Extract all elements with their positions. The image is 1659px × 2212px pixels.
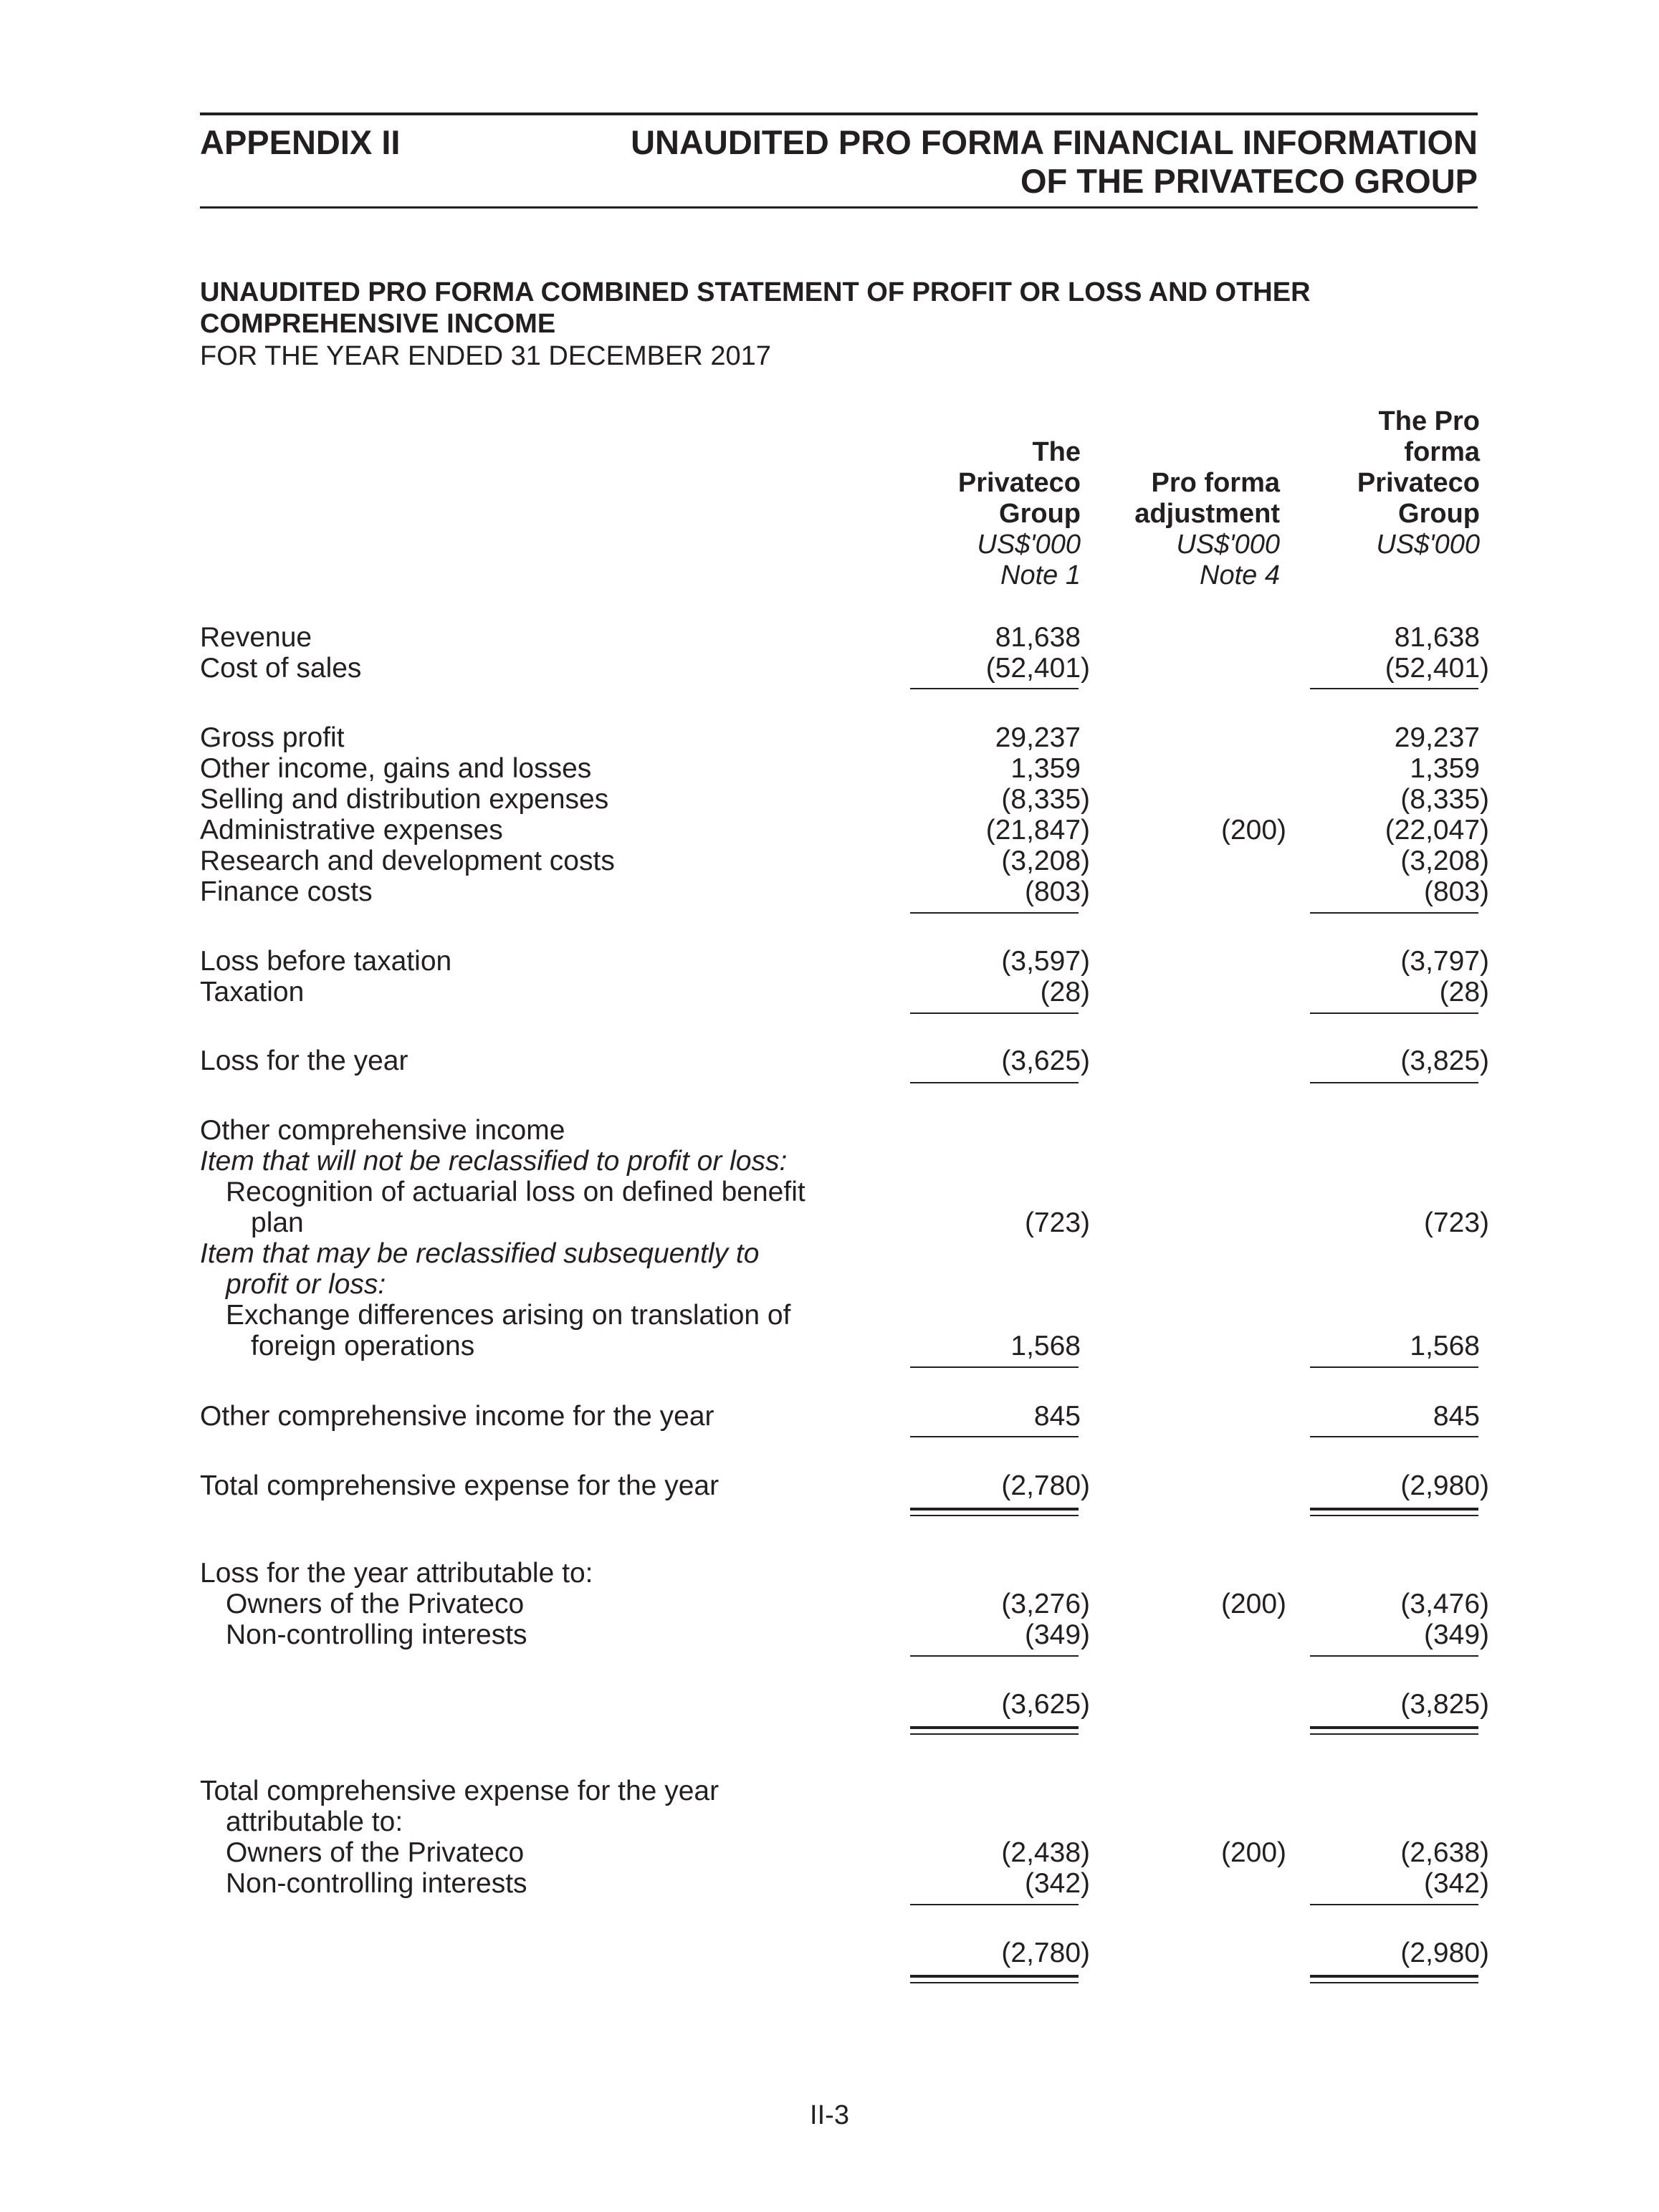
col3-line3: Privateco [1357, 468, 1480, 498]
col1-line3: Group [999, 499, 1081, 529]
value-group: (3,208) [1001, 846, 1090, 876]
value-pro-forma: (342) [1423, 1868, 1489, 1899]
value-group: (3,625) [1001, 1689, 1090, 1720]
col1-line2: Privateco [957, 468, 1081, 498]
subtotal-line-group [910, 1082, 1079, 1083]
value-pro-forma: (723) [1423, 1207, 1489, 1238]
subtotal-line-pro-forma [1310, 1366, 1478, 1368]
row-taxation [0, 977, 1659, 1007]
subtotal-line-group [910, 1655, 1079, 1657]
row-may-reclassified-line1 [0, 1238, 1659, 1269]
col1-note: Note 1 [1000, 560, 1081, 590]
double-underline-pro-forma [1310, 1508, 1478, 1510]
col2-line1: Pro forma [1151, 468, 1280, 498]
row-label: Taxation [200, 977, 305, 1007]
column-header-pro-forma-privateco-group [1357, 406, 1480, 560]
double-underline-group [910, 1515, 1079, 1516]
row-cost-of-sales [0, 653, 1659, 684]
col3-line4: Group [1398, 499, 1480, 529]
subtotal-line-pro-forma [1310, 1012, 1478, 1014]
statement-period: FOR THE YEAR ENDED 31 DECEMBER 2017 [200, 341, 771, 371]
row-tce-owners [0, 1837, 1659, 1868]
row-label: Revenue [200, 622, 312, 653]
value-group: (723) [1024, 1207, 1090, 1238]
row-label: Recognition of actuarial loss on defined benefit [226, 1177, 805, 1207]
col2-note: Note 4 [1200, 560, 1280, 590]
value-group: (3,625) [1001, 1045, 1090, 1076]
row-label: Other comprehensive income for the year [200, 1401, 714, 1432]
row-gross-profit [0, 722, 1659, 753]
value-group: (8,335) [1001, 784, 1090, 815]
subtotal-line-pro-forma [1310, 912, 1478, 914]
value-group: 845 [1033, 1401, 1081, 1432]
row-exchange-differences-line1 [0, 1300, 1659, 1331]
value-group: (2,780) [1001, 1938, 1090, 1968]
subtotal-line-group [910, 1436, 1079, 1437]
subtotal-line-pro-forma [1310, 1436, 1478, 1437]
row-exchange-differences [0, 1331, 1659, 1361]
row-label: Selling and distribution expenses [200, 784, 609, 815]
row-label: Loss for the year attributable to: [200, 1558, 593, 1589]
subtotal-line-group [910, 688, 1079, 689]
header-title-line1: UNAUDITED PRO FORMA FINANCIAL INFORMATION [631, 123, 1478, 161]
col1-unit: US$'000 [977, 530, 1081, 560]
value-pro-forma: 1,359 [1410, 753, 1480, 784]
row-label: Owners of the Privateco [226, 1589, 525, 1619]
value-group: (52,401) [985, 653, 1090, 684]
row-label: Non-controlling interests [226, 1619, 527, 1650]
value-group: 81,638 [995, 622, 1081, 653]
value-group: (349) [1024, 1619, 1090, 1650]
row-label: Other comprehensive income [200, 1115, 565, 1146]
value-group: (803) [1024, 876, 1090, 907]
row-label: plan [251, 1207, 304, 1238]
value-group: 1,359 [1010, 753, 1081, 784]
row-label: Research and development costs [200, 846, 615, 876]
col2-unit: US$'000 [1176, 530, 1280, 560]
row-total-comprehensive-expense [0, 1470, 1659, 1501]
col2-line2: adjustment [1134, 499, 1280, 529]
value-pro-forma: (22,047) [1385, 815, 1489, 846]
row-loss-for-the-year [0, 1045, 1659, 1076]
row-other-income [0, 753, 1659, 784]
value-group: (21,847) [985, 815, 1090, 846]
row-label: Non-controlling interests [226, 1868, 527, 1899]
value-adjustment: (200) [1220, 815, 1286, 846]
value-group: (3,276) [1001, 1589, 1090, 1619]
value-group: (28) [1040, 977, 1090, 1007]
row-label: Administrative expenses [200, 815, 503, 846]
value-pro-forma: (28) [1439, 977, 1489, 1007]
row-label: foreign operations [251, 1331, 475, 1361]
row-label: Loss before taxation [200, 946, 452, 977]
row-oci-for-the-year [0, 1401, 1659, 1432]
row-label: Finance costs [200, 876, 373, 907]
row-finance-costs [0, 876, 1659, 907]
value-pro-forma: 845 [1433, 1401, 1480, 1432]
row-may-reclassified-line2 [0, 1269, 1659, 1300]
double-underline-pro-forma [1310, 1726, 1478, 1729]
row-label: attributable to: [226, 1806, 403, 1837]
double-underline-pro-forma [1310, 1975, 1478, 1978]
row-label: Total comprehensive expense for the year [200, 1470, 719, 1501]
subtotal-line-group [910, 912, 1079, 914]
row-revenue [0, 622, 1659, 653]
row-tce-attributable-total [0, 1938, 1659, 1968]
page-number: II-3 [810, 2100, 849, 2130]
header-title-line2: OF THE PRIVATECO GROUP [1020, 162, 1478, 200]
value-pro-forma: 29,237 [1394, 722, 1480, 753]
row-loss-attributable-heading [0, 1558, 1659, 1589]
column-header-pro-forma-adjustment [1134, 468, 1280, 591]
double-underline-group [910, 1982, 1079, 1983]
double-underline-group [910, 1733, 1079, 1735]
value-group: (2,780) [1001, 1470, 1090, 1501]
row-selling-distribution [0, 784, 1659, 815]
double-underline-pro-forma [1310, 1733, 1478, 1735]
value-pro-forma: (2,980) [1400, 1470, 1489, 1501]
subtotal-line-pro-forma [1310, 1904, 1478, 1905]
value-pro-forma: (3,797) [1400, 946, 1489, 977]
value-pro-forma: (2,638) [1400, 1837, 1489, 1868]
double-underline-pro-forma [1310, 1515, 1478, 1516]
value-pro-forma: 81,638 [1394, 622, 1480, 653]
row-label: Cost of sales [200, 653, 362, 684]
row-label: Owners of the Privateco [226, 1837, 525, 1868]
row-actuarial-loss [0, 1207, 1659, 1238]
value-pro-forma: (3,476) [1400, 1589, 1489, 1619]
row-oci-heading [0, 1115, 1659, 1146]
row-label: Item that may be reclassified subsequently to [200, 1238, 760, 1269]
subtotal-line-group [910, 1012, 1079, 1014]
row-tce-nci [0, 1868, 1659, 1899]
value-pro-forma: (349) [1423, 1619, 1489, 1650]
col3-line2: forma [1404, 437, 1480, 467]
col3-unit: US$'000 [1376, 530, 1480, 560]
row-loss-before-taxation [0, 946, 1659, 977]
value-pro-forma: (2,980) [1400, 1938, 1489, 1968]
value-pro-forma: (8,335) [1400, 784, 1489, 815]
row-loss-nci [0, 1619, 1659, 1650]
subtotal-line-pro-forma [1310, 1655, 1478, 1657]
row-loss-attributable-total [0, 1689, 1659, 1720]
value-pro-forma: (803) [1423, 876, 1489, 907]
statement-title-line1: UNAUDITED PRO FORMA COMBINED STATEMENT OF PROFIT OR LOSS AND OTHER [200, 277, 1311, 307]
subtotal-line-pro-forma [1310, 688, 1478, 689]
col3-line1: The Pro [1378, 406, 1480, 436]
double-underline-pro-forma [1310, 1982, 1478, 1983]
subtotal-line-group [910, 1904, 1079, 1905]
value-adjustment: (200) [1220, 1589, 1286, 1619]
row-not-reclassified-heading [0, 1146, 1659, 1177]
value-group: (2,438) [1001, 1837, 1090, 1868]
row-actuarial-loss-line1 [0, 1177, 1659, 1207]
row-label: Loss for the year [200, 1045, 408, 1076]
value-adjustment: (200) [1220, 1837, 1286, 1868]
subtotal-line-pro-forma [1310, 1082, 1478, 1083]
value-pro-forma: (3,825) [1400, 1689, 1489, 1720]
row-loss-owners [0, 1589, 1659, 1619]
row-tce-attributable-line1 [0, 1776, 1659, 1806]
value-pro-forma: (52,401) [1385, 653, 1489, 684]
double-underline-group [910, 1975, 1079, 1978]
row-label: profit or loss: [226, 1269, 386, 1300]
header-bottom-rule [200, 206, 1478, 209]
row-label: Item that will not be reclassified to profit or loss: [200, 1146, 788, 1177]
double-underline-group [910, 1726, 1079, 1729]
header-top-rule [200, 112, 1478, 115]
value-pro-forma: (3,208) [1400, 846, 1489, 876]
value-pro-forma: (3,825) [1400, 1045, 1489, 1076]
row-research-development [0, 846, 1659, 876]
row-label: Total comprehensive expense for the year [200, 1776, 719, 1806]
value-group: 29,237 [995, 722, 1081, 753]
appendix-label: APPENDIX II [200, 123, 401, 161]
value-group: 1,568 [1010, 1331, 1081, 1361]
row-label: Gross profit [200, 722, 345, 753]
column-header-privateco-group [958, 437, 1081, 591]
statement-title-line2: COMPREHENSIVE INCOME [200, 309, 556, 339]
value-group: (342) [1024, 1868, 1090, 1899]
value-pro-forma: 1,568 [1410, 1331, 1480, 1361]
row-tce-attributable-line2 [0, 1806, 1659, 1837]
row-label: Other income, gains and losses [200, 753, 592, 784]
double-underline-group [910, 1508, 1079, 1510]
value-group: (3,597) [1001, 946, 1090, 977]
row-label: Exchange differences arising on translation of [226, 1300, 791, 1331]
col1-line1: The [1032, 437, 1081, 467]
subtotal-line-group [910, 1366, 1079, 1368]
header-title [631, 123, 1478, 201]
row-administrative-expenses [0, 815, 1659, 846]
